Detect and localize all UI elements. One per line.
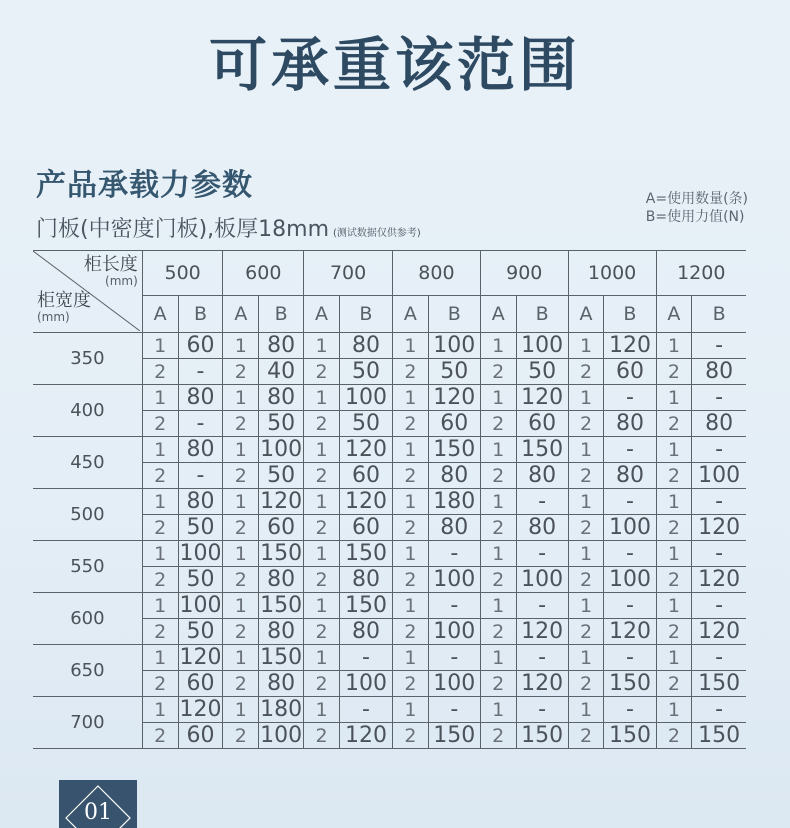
quantity-cell: 2: [568, 671, 604, 697]
length-header: 1000: [568, 251, 656, 296]
force-cell: 60: [259, 515, 304, 541]
sub-header-b: B: [692, 296, 746, 333]
sub-header-a: A: [656, 296, 692, 333]
width-unit: (mm): [37, 310, 70, 324]
quantity-cell: 1: [393, 437, 429, 463]
quantity-cell: 2: [480, 411, 516, 437]
quantity-cell: 1: [142, 541, 178, 567]
quantity-cell: 2: [223, 515, 259, 541]
force-cell: -: [692, 437, 746, 463]
quantity-cell: 1: [304, 697, 340, 723]
quantity-cell: 2: [568, 619, 604, 645]
force-cell: 150: [516, 723, 568, 749]
quantity-cell: 2: [142, 567, 178, 593]
force-cell: -: [604, 541, 656, 567]
force-cell: 50: [178, 567, 223, 593]
subtitle-text: 门板(中密度门板),板厚18mm: [36, 217, 330, 242]
length-header: 800: [393, 251, 481, 296]
quantity-cell: 2: [568, 723, 604, 749]
quantity-cell: 1: [656, 541, 692, 567]
force-cell: 50: [178, 619, 223, 645]
force-cell: -: [428, 645, 480, 671]
quantity-cell: 1: [304, 593, 340, 619]
quantity-cell: 2: [393, 411, 429, 437]
subtitle-note: (测试数据仅供参考): [333, 228, 421, 239]
force-cell: -: [178, 411, 223, 437]
quantity-cell: 1: [656, 385, 692, 411]
force-cell: -: [692, 645, 746, 671]
force-cell: -: [692, 697, 746, 723]
quantity-cell: 2: [304, 619, 340, 645]
force-cell: 150: [428, 437, 480, 463]
force-cell: 150: [604, 671, 656, 697]
quantity-cell: 1: [393, 645, 429, 671]
force-cell: 80: [178, 437, 223, 463]
quantity-cell: 2: [304, 723, 340, 749]
quantity-cell: 2: [656, 515, 692, 541]
quantity-cell: 2: [393, 671, 429, 697]
sub-header-b: B: [516, 296, 568, 333]
quantity-cell: 2: [656, 723, 692, 749]
force-cell: 50: [178, 515, 223, 541]
table-row: [33, 489, 746, 515]
force-cell: 50: [339, 359, 392, 385]
force-cell: 80: [339, 333, 392, 359]
cabinet-width-cell: 600: [33, 593, 142, 645]
quantity-cell: 2: [480, 723, 516, 749]
length-label: 柜长度: [83, 254, 138, 275]
force-cell: -: [692, 541, 746, 567]
quantity-cell: 2: [142, 515, 178, 541]
table-row: [33, 593, 746, 619]
force-cell: 120: [692, 567, 746, 593]
force-cell: 80: [259, 619, 304, 645]
quantity-cell: 2: [142, 411, 178, 437]
force-cell: 100: [516, 333, 568, 359]
force-cell: 80: [692, 411, 746, 437]
quantity-cell: 1: [393, 333, 429, 359]
cabinet-width-cell: 350: [33, 333, 142, 385]
quantity-cell: 2: [304, 463, 340, 489]
force-cell: 80: [178, 385, 223, 411]
quantity-cell: 2: [304, 671, 340, 697]
quantity-cell: 1: [480, 541, 516, 567]
force-cell: 150: [260, 592, 303, 618]
quantity-cell: 2: [393, 723, 429, 749]
force-cell: 50: [428, 359, 480, 385]
force-cell: 120: [516, 385, 568, 411]
cabinet-width-cell: 650: [33, 645, 142, 697]
quantity-cell: 2: [568, 359, 604, 385]
quantity-cell: 2: [304, 567, 340, 593]
quantity-cell: 1: [304, 437, 340, 463]
force-cell: 100: [179, 540, 222, 566]
force-cell: 100: [604, 567, 656, 593]
quantity-cell: 2: [393, 359, 429, 385]
force-cell: 80: [178, 489, 223, 515]
quantity-cell: 2: [304, 411, 340, 437]
quantity-cell: 1: [480, 645, 516, 671]
quantity-cell: 1: [393, 697, 429, 723]
quantity-cell: 2: [480, 359, 516, 385]
sub-header-b: B: [604, 296, 656, 333]
force-cell: 60: [604, 359, 656, 385]
quantity-cell: 1: [393, 541, 429, 567]
quantity-cell: 1: [304, 489, 340, 515]
cabinet-width-cell: 550: [33, 541, 142, 593]
quantity-cell: 1: [480, 333, 516, 359]
quantity-cell: 2: [656, 411, 692, 437]
force-cell: 50: [516, 359, 568, 385]
quantity-cell: 2: [393, 619, 429, 645]
quantity-cell: 1: [480, 593, 516, 619]
quantity-cell: 1: [568, 645, 604, 671]
cabinet-width-label: [37, 291, 91, 324]
force-cell: -: [516, 489, 568, 515]
force-cell: 80: [604, 411, 656, 437]
quantity-cell: 2: [656, 463, 692, 489]
quantity-cell: 2: [480, 515, 516, 541]
quantity-cell: 1: [656, 593, 692, 619]
force-cell: 80: [516, 515, 568, 541]
force-cell: -: [692, 489, 746, 515]
force-cell: 180: [428, 489, 480, 515]
quantity-cell: 1: [656, 697, 692, 723]
force-cell: -: [516, 593, 568, 619]
quantity-cell: 2: [223, 671, 259, 697]
force-cell: 100: [692, 463, 746, 489]
force-cell: 80: [259, 385, 304, 411]
quantity-cell: 1: [223, 645, 259, 671]
force-cell: -: [516, 541, 568, 567]
force-cell: 60: [339, 463, 392, 489]
force-cell: -: [604, 593, 656, 619]
quantity-cell: 1: [568, 385, 604, 411]
force-cell: -: [604, 489, 656, 515]
force-cell: 50: [259, 463, 304, 489]
quantity-cell: 2: [480, 671, 516, 697]
sub-header-a: A: [480, 296, 516, 333]
force-cell: 150: [428, 723, 480, 749]
section-title: 产品承载力参数: [36, 168, 253, 203]
cabinet-width-cell: 500: [33, 489, 142, 541]
force-cell: 80: [339, 567, 392, 593]
quantity-cell: 2: [223, 723, 259, 749]
quantity-cell: 1: [568, 697, 604, 723]
force-cell: -: [692, 333, 746, 359]
force-cell: 60: [178, 723, 223, 749]
force-cell: 100: [260, 436, 303, 462]
quantity-cell: 1: [656, 645, 692, 671]
force-cell: 150: [516, 437, 568, 463]
force-cell: 100: [339, 671, 392, 697]
force-cell: 60: [428, 411, 480, 437]
sub-header-b: B: [178, 296, 223, 333]
quantity-cell: 1: [142, 333, 178, 359]
force-cell: 150: [692, 723, 746, 749]
force-cell: 120: [179, 644, 222, 670]
quantity-cell: 1: [304, 333, 340, 359]
force-cell: 100: [428, 671, 480, 697]
length-header: 600: [223, 251, 304, 296]
quantity-cell: 1: [393, 593, 429, 619]
force-cell: 40: [259, 359, 304, 385]
force-cell: 80: [604, 463, 656, 489]
quantity-cell: 1: [393, 385, 429, 411]
force-cell: 80: [428, 515, 480, 541]
force-cell: 120: [339, 723, 392, 749]
sub-header-a: A: [223, 296, 259, 333]
quantity-cell: 2: [304, 515, 340, 541]
force-cell: -: [516, 645, 568, 671]
force-cell: 80: [692, 359, 746, 385]
quantity-cell: 1: [568, 333, 604, 359]
force-cell: 100: [428, 619, 480, 645]
force-cell: -: [692, 593, 746, 619]
quantity-cell: 2: [393, 463, 429, 489]
force-cell: 120: [604, 619, 656, 645]
legend-b: B=使用力值(N): [645, 209, 745, 225]
quantity-cell: 1: [304, 385, 340, 411]
legend-a: A=使用数量(条): [645, 191, 748, 207]
quantity-cell: 1: [223, 489, 259, 515]
quantity-cell: 1: [142, 385, 178, 411]
legend: [646, 190, 748, 226]
length-header: 700: [304, 251, 393, 296]
quantity-cell: 2: [480, 619, 516, 645]
force-cell: 120: [692, 619, 746, 645]
quantity-cell: 1: [656, 489, 692, 515]
force-cell: 120: [339, 489, 392, 515]
force-cell: 120: [516, 671, 568, 697]
load-capacity-table: [33, 250, 746, 749]
quantity-cell: 2: [142, 671, 178, 697]
quantity-cell: 2: [480, 567, 516, 593]
quantity-cell: 1: [304, 541, 340, 567]
width-label: 柜宽度: [37, 290, 91, 311]
page-title: 可承重该范围: [208, 31, 581, 99]
force-cell: 150: [260, 644, 303, 670]
force-cell: 100: [260, 722, 303, 748]
force-cell: 50: [259, 411, 304, 437]
quantity-cell: 1: [223, 593, 259, 619]
table-corner-header: [33, 251, 142, 333]
quantity-cell: 2: [223, 359, 259, 385]
quantity-cell: 2: [304, 359, 340, 385]
quantity-cell: 1: [568, 593, 604, 619]
force-cell: 60: [339, 515, 392, 541]
force-cell: -: [692, 385, 746, 411]
quantity-cell: 1: [142, 437, 178, 463]
force-cell: 150: [339, 593, 392, 619]
quantity-cell: 1: [223, 437, 259, 463]
force-cell: 180: [260, 696, 303, 722]
force-cell: -: [604, 437, 656, 463]
quantity-cell: 1: [393, 489, 429, 515]
length-header: 900: [480, 251, 568, 296]
force-cell: -: [604, 645, 656, 671]
force-cell: 150: [604, 723, 656, 749]
force-cell: 120: [428, 385, 480, 411]
force-cell: 100: [604, 515, 656, 541]
force-cell: 100: [428, 333, 480, 359]
force-cell: -: [428, 541, 480, 567]
quantity-cell: 1: [480, 489, 516, 515]
force-cell: 50: [339, 411, 392, 437]
force-cell: 150: [692, 671, 746, 697]
force-cell: 60: [178, 671, 223, 697]
sub-header-a: A: [142, 296, 178, 333]
cabinet-width-cell: 700: [33, 697, 142, 749]
quantity-cell: 1: [223, 333, 259, 359]
table-row: [33, 697, 746, 723]
force-cell: -: [339, 645, 392, 671]
quantity-cell: 1: [223, 697, 259, 723]
force-cell: 80: [259, 671, 304, 697]
force-cell: -: [604, 697, 656, 723]
force-cell: 80: [259, 333, 304, 359]
section-number-badge: [59, 780, 137, 828]
quantity-cell: 2: [568, 515, 604, 541]
quantity-cell: 2: [223, 567, 259, 593]
length-unit: (mm): [105, 274, 138, 288]
force-cell: 120: [339, 437, 392, 463]
quantity-cell: 2: [142, 463, 178, 489]
force-cell: 100: [516, 567, 568, 593]
quantity-cell: 2: [142, 359, 178, 385]
cabinet-length-label: [84, 255, 138, 288]
force-cell: -: [516, 697, 568, 723]
quantity-cell: 1: [568, 541, 604, 567]
force-cell: 120: [179, 696, 222, 722]
sub-header-a: A: [304, 296, 340, 333]
quantity-cell: 2: [656, 359, 692, 385]
quantity-cell: 1: [656, 437, 692, 463]
force-cell: -: [604, 385, 656, 411]
force-cell: 80: [428, 463, 480, 489]
quantity-cell: 2: [223, 411, 259, 437]
sub-header-b: B: [259, 296, 304, 333]
quantity-cell: 1: [568, 489, 604, 515]
quantity-cell: 1: [480, 385, 516, 411]
force-cell: -: [178, 463, 223, 489]
length-header: 1200: [656, 251, 746, 296]
table-row: [33, 645, 746, 671]
sub-header-b: B: [428, 296, 480, 333]
quantity-cell: 2: [223, 463, 259, 489]
quantity-cell: 2: [568, 411, 604, 437]
quantity-cell: 1: [223, 541, 259, 567]
quantity-cell: 1: [142, 593, 178, 619]
force-cell: 80: [516, 463, 568, 489]
quantity-cell: 1: [142, 489, 178, 515]
table-row: [33, 333, 746, 359]
force-cell: 150: [339, 541, 392, 567]
force-cell: 80: [339, 619, 392, 645]
force-cell: -: [428, 697, 480, 723]
table-subtitle: [36, 212, 421, 243]
force-cell: 120: [516, 619, 568, 645]
force-cell: -: [178, 359, 223, 385]
quantity-cell: 1: [142, 645, 178, 671]
quantity-cell: 2: [656, 671, 692, 697]
sub-header-a: A: [393, 296, 429, 333]
quantity-cell: 2: [656, 619, 692, 645]
quantity-cell: 1: [304, 645, 340, 671]
force-cell: 100: [428, 567, 480, 593]
quantity-cell: 2: [568, 567, 604, 593]
force-cell: 120: [692, 515, 746, 541]
force-cell: 100: [339, 385, 392, 411]
quantity-cell: 2: [393, 515, 429, 541]
quantity-cell: 2: [393, 567, 429, 593]
quantity-cell: 2: [568, 463, 604, 489]
quantity-cell: 1: [568, 437, 604, 463]
quantity-cell: 2: [656, 567, 692, 593]
cabinet-width-cell: 450: [33, 437, 142, 489]
sub-header-b: B: [339, 296, 392, 333]
quantity-cell: 1: [480, 697, 516, 723]
badge-number: 01: [84, 800, 112, 825]
quantity-cell: 2: [480, 463, 516, 489]
force-cell: -: [339, 697, 392, 723]
force-cell: 100: [179, 592, 222, 618]
table-row: [33, 437, 746, 463]
force-cell: 120: [604, 333, 656, 359]
quantity-cell: 1: [142, 697, 178, 723]
quantity-cell: 1: [656, 333, 692, 359]
force-cell: 120: [260, 488, 303, 514]
length-header: 500: [142, 251, 223, 296]
table-row: [33, 541, 746, 567]
force-cell: 80: [259, 567, 304, 593]
force-cell: -: [428, 593, 480, 619]
force-cell: 60: [516, 411, 568, 437]
cabinet-width-cell: 400: [33, 385, 142, 437]
quantity-cell: 2: [142, 723, 178, 749]
quantity-cell: 1: [223, 385, 259, 411]
sub-header-a: A: [568, 296, 604, 333]
force-cell: 60: [178, 333, 223, 359]
quantity-cell: 2: [223, 619, 259, 645]
force-cell: 150: [260, 540, 303, 566]
table-row: [33, 385, 746, 411]
quantity-cell: 1: [480, 437, 516, 463]
quantity-cell: 2: [142, 619, 178, 645]
